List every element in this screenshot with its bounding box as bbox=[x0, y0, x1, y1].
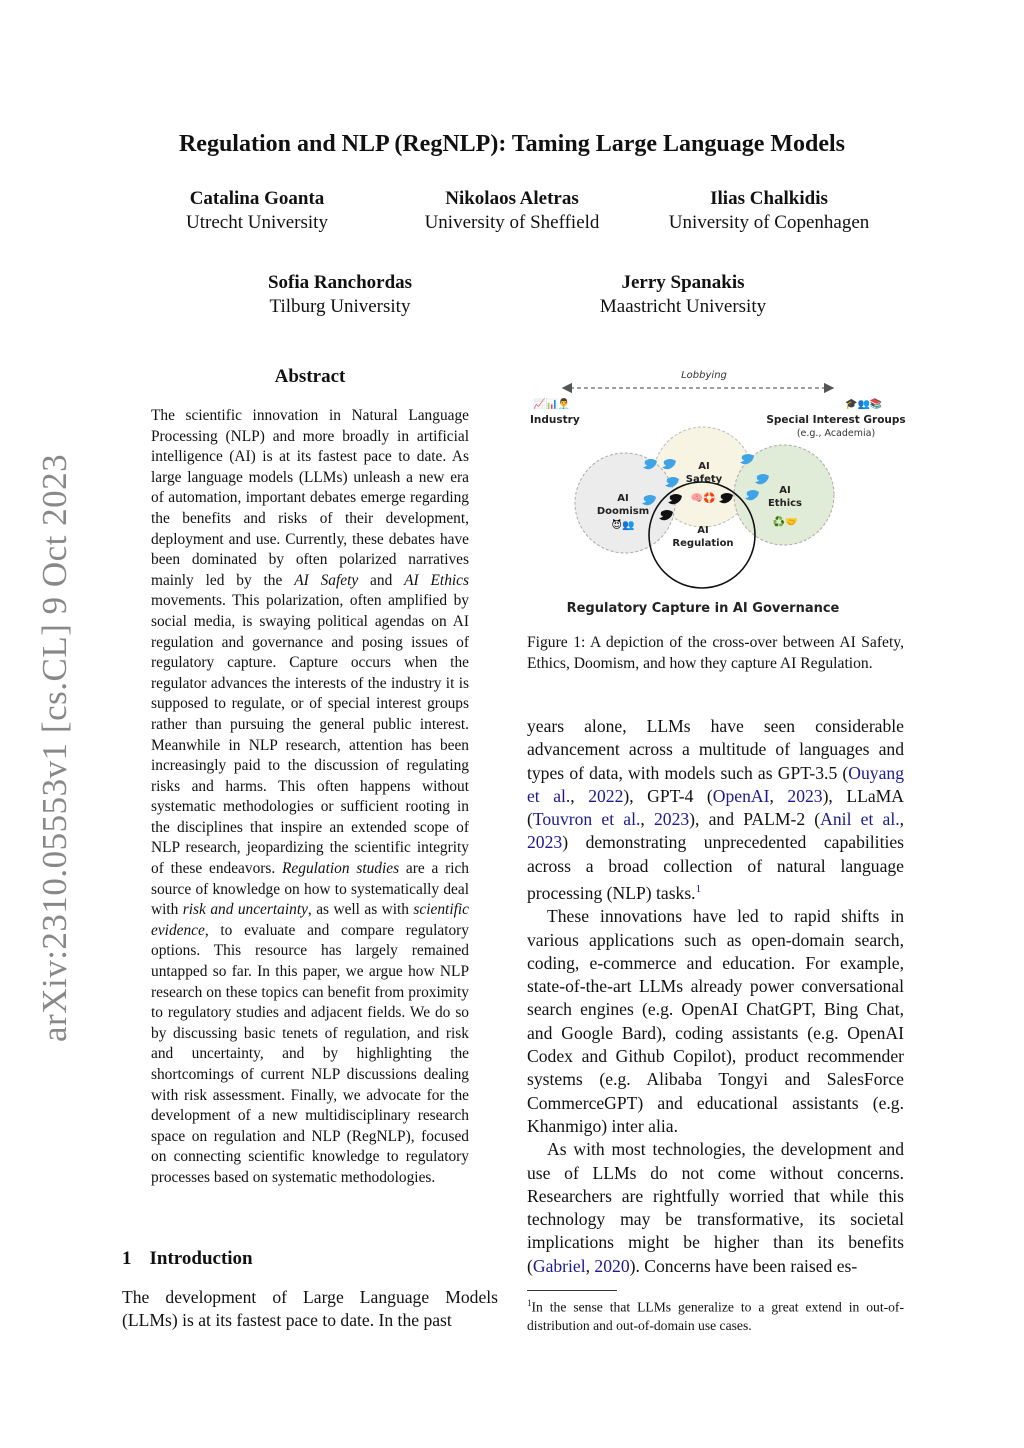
abstract-body: The scientific innovation in Natural Language Processing (NLP) and more broadly in artificial intelligence (AI) is at its fastest pace to date. As large language models (LLMs) unleash a new era of automation, important debates emerge regarding the benefits and risks of their development, deployment and use. Currently, these debates have been dominated by often polarized narratives mainly led by the AI Safety and AI Ethics movements. This polarization, often amplified by social media, is swaying political agendas on AI regulation and governance and posing issues of regulatory capture. Capture occurs when the regulator advances the interests of the industry it is supposed to regulate, or of special interest groups rather than pursuing the general public interest. Meanwhile in NLP research, attention has been increasingly paid to the discussion of regulating risks and harms. This often happens without systematic methodologies or sufficient rooting in the disciplines that inspire an extended scope of NLP research, jeopardizing the scientific integrity of these endeavors. Regulation studies are a rich source of knowledge on how to systematically deal with risk and uncertainty, as well as with scientific evidence, to evaluate and compare regulatory options. This resource has largely remained untapped so far. In this paper, we argue how NLP research on these topics can benefit from proximity to regulatory studies and adjacent fields. We do so by discussing basic tenets of regulation, and risk and uncertainty, and by highlighting the shortcomings of current NLP discussions dealing with risk assessment. Finally, we advocate for the development of a new multidisciplinary research space on regulation and NLP (RegNLP), focused on connecting scientific knowledge to regulatory processes based on systematic methodologies. bbox=[151, 407, 469, 1186]
right-column-body bbox=[527, 715, 904, 1278]
author-block bbox=[652, 187, 886, 235]
industry-icons: 📈📊👨‍💼 bbox=[533, 399, 571, 410]
ethics-icons: ♻️🤝 bbox=[772, 517, 798, 528]
ai-doomism-label: Doomism bbox=[596, 506, 650, 517]
author-name: Ilias Chalkidis bbox=[710, 188, 828, 209]
paragraph: These innovations have led to rapid shifts in various applications such as open-domain search, coding, e-commerce and education. For example, state-of-the-art LLMs already power conversational search engines (e.g. OpenAI ChatGPT, Bing Chat, and Google Bard), coding assistants (e.g. OpenAI Codex and Github Copilot), product recommender systems (e.g. Alibaba Tongyi and SalesForce CommerceGPT) and educational assistants (e.g. Khanmigo) inter alia. bbox=[527, 906, 904, 1136]
citation-link[interactable]: Gabriel bbox=[532, 1255, 586, 1276]
ai-safety-label: Safety bbox=[685, 474, 723, 485]
ai-ethics-label-ai: AI bbox=[779, 485, 791, 496]
ai-safety-label-ai: AI bbox=[698, 461, 710, 472]
author-block bbox=[402, 187, 622, 235]
footnote: $^1$In the sense that LLMs generalize to a great extend in out-of-distribution and out-of-domain use cases. bbox=[527, 1298, 904, 1333]
author-name: Nikolaos Aletras bbox=[445, 188, 579, 209]
citation-year-link[interactable]: 2020 bbox=[594, 1255, 630, 1276]
safety-icons: 🧠🛟 bbox=[690, 493, 716, 504]
footnote-rule bbox=[527, 1290, 617, 1291]
citation-year-link[interactable]: 2023 bbox=[787, 785, 823, 806]
citation-link[interactable]: Anil et al. bbox=[820, 809, 900, 830]
special-interest-sublabel: (e.g., Academia) bbox=[796, 428, 876, 439]
figure-subtitle: Regulatory Capture in AI Governance bbox=[566, 601, 840, 616]
author-affiliation: University of Sheffield bbox=[424, 212, 600, 233]
doomism-icons: 😈👥 bbox=[611, 520, 635, 531]
citation-link[interactable]: OpenAI bbox=[712, 785, 770, 806]
author-block bbox=[240, 271, 440, 319]
citation-year-link[interactable]: 2023 bbox=[653, 809, 690, 830]
section-heading-introduction: 1 Introduction bbox=[122, 1248, 253, 1269]
author-affiliation: Utrecht University bbox=[186, 212, 328, 233]
citation-link[interactable]: Touvron et al. bbox=[532, 809, 641, 830]
arxiv-identifier: arXiv:2310.05553v1 [cs.CL] 9 Oct 2023 bbox=[35, 453, 74, 1042]
author-affiliation: Maastricht University bbox=[599, 296, 767, 317]
ai-regulation-label-ai: AI bbox=[697, 525, 709, 536]
special-interest-icons: 🎓👥📚 bbox=[845, 399, 883, 410]
author-name: Jerry Spanakis bbox=[621, 272, 745, 293]
author-affiliation: Tilburg University bbox=[269, 296, 411, 317]
citation-year-link[interactable]: 2023 bbox=[527, 832, 563, 853]
paragraph: As with most technologies, the development and use of LLMs do not come without concerns. Researchers are rightfully worried that while this technology may be transformative, its societal implications might be higher than its benefits (Gabriel, 2020). Concerns have been raised es- bbox=[527, 1139, 904, 1276]
author-name: Sofia Ranchordas bbox=[267, 272, 413, 293]
author-block bbox=[157, 187, 357, 235]
author-block bbox=[573, 271, 793, 319]
figure-caption: Figure 1: A depiction of the cross-over between AI Safety, Ethics, Doomism, and how they capture AI Regulation. bbox=[527, 634, 904, 672]
special-interest-label: Special Interest Groups bbox=[766, 414, 906, 426]
citation-year-link[interactable]: 2022 bbox=[588, 785, 624, 806]
author-name: Catalina Goanta bbox=[189, 188, 325, 209]
citation-link[interactable]: Ouyang et al. bbox=[527, 762, 904, 806]
footnote-marker[interactable]: 1 bbox=[695, 883, 702, 896]
ai-ethics-label: Ethics bbox=[767, 498, 803, 509]
lobbying-label: Lobbying bbox=[681, 370, 727, 381]
paper-title: Regulation and NLP (RegNLP): Taming Large Language Models bbox=[178, 131, 846, 157]
ai-doomism-label-ai: AI bbox=[617, 493, 629, 504]
author-affiliation: University of Copenhagen bbox=[668, 212, 870, 233]
ai-regulation-label: Regulation bbox=[672, 538, 734, 549]
abstract-heading: Abstract bbox=[274, 366, 346, 387]
figure-1 bbox=[527, 362, 907, 622]
paragraph: years alone, LLMs have seen considerable advancement across a multitude of languages and types of data, with models such as GPT-3.5 (Ouyang et al., 2022), GPT-4 (OpenAI, 2023), LLaMA (Touvron et al., 2023), and PALM-2 (Anil et al., 2023) demonstrating unprecedented capabilities across a broad collection of natural language processing (NLP) tasks.$^1$ bbox=[527, 716, 905, 903]
introduction-paragraph: The development of Large Language Models (LLMs) is at its fastest pace to date. In the past bbox=[122, 1287, 498, 1331]
industry-label: Industry bbox=[530, 414, 580, 426]
footnote-number: 1 bbox=[527, 1298, 532, 1308]
